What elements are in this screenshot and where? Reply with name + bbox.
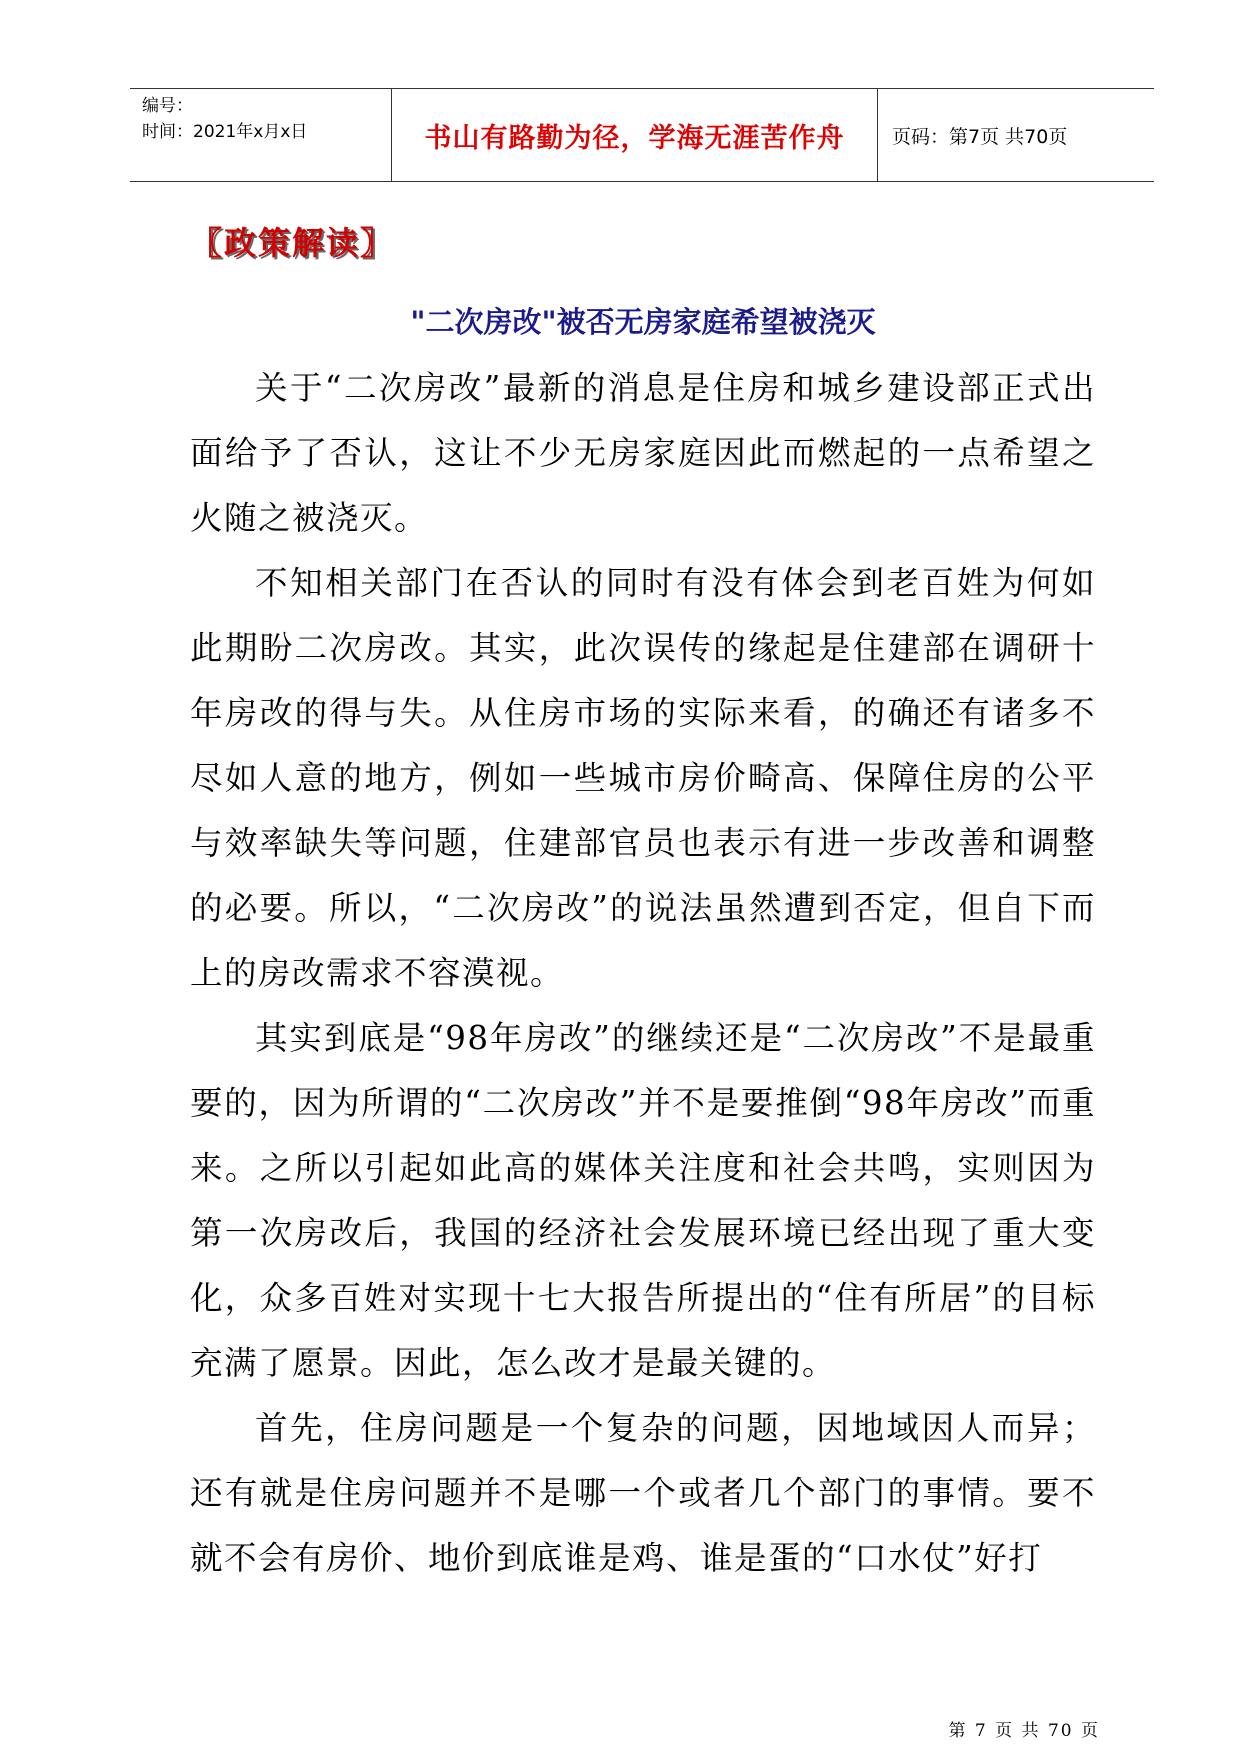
paragraph: 关于“二次房改”最新的消息是住房和城乡建设部正式出面给予了否认，这让不少无房家庭因此而燃起的一点希望之火随之被浇灭。: [190, 369, 1096, 537]
article-body: [190, 356, 1096, 1591]
paragraph: 不知相关部门在否认的同时有没有体会到老百姓为何如此期盼二次房改。其实，此次误传的缘起是住建部在调研十年房改的得与失。从住房市场的实际来看，的确还有诸多不尽如人意的地方，例如一些城市房价畸高、保障住房的公平与效率缺失等问题，住建部官员也表示有进一步改善和调整的必要。所以，“二次房改”的说法虽然遭到否定，但自下而上的房改需求不容漠视。: [190, 564, 1096, 992]
header-time-label: 时间：2021年x月x日: [142, 122, 308, 142]
document-header: [130, 88, 1154, 182]
paragraph: 其实到底是“98年房改”的继续还是“二次房改”不是最重要的，因为所谓的“二次房改”并不是要推倒“98年房改”而重来。之所以引起如此高的媒体关注度和社会共鸣，实则因为第一次房改后，我国的经济社会发展环境已经出现了重大变化，众多百姓对实现十七大报告所提出的“住有所居”的目标充满了愿景。因此，怎么改才是最关键的。: [190, 1019, 1096, 1382]
page-footer: 第 7 页 共 70 页: [948, 1721, 1100, 1741]
header-page-info: 页码：第7页 共70页: [892, 125, 1068, 148]
header-motto-cell: [392, 89, 878, 181]
article-title: "二次房改"被否无房家庭希望被浇灭: [410, 305, 876, 339]
paragraph: 首先，住房问题是一个复杂的问题，因地域因人而异；还有就是住房问题并不是哪一个或者几个部门的事情。要不就不会有房价、地价到底谁是鸡、谁是蛋的“口水仗”好打: [190, 1409, 1096, 1577]
header-page-cell: [878, 89, 1154, 181]
header-meta-cell: [130, 89, 392, 181]
header-motto: 书山有路勤为径，学海无涯苦作舟: [424, 122, 845, 154]
section-tag: 〖政策解读〗: [190, 224, 395, 262]
header-number-label: 编号：: [142, 96, 193, 116]
